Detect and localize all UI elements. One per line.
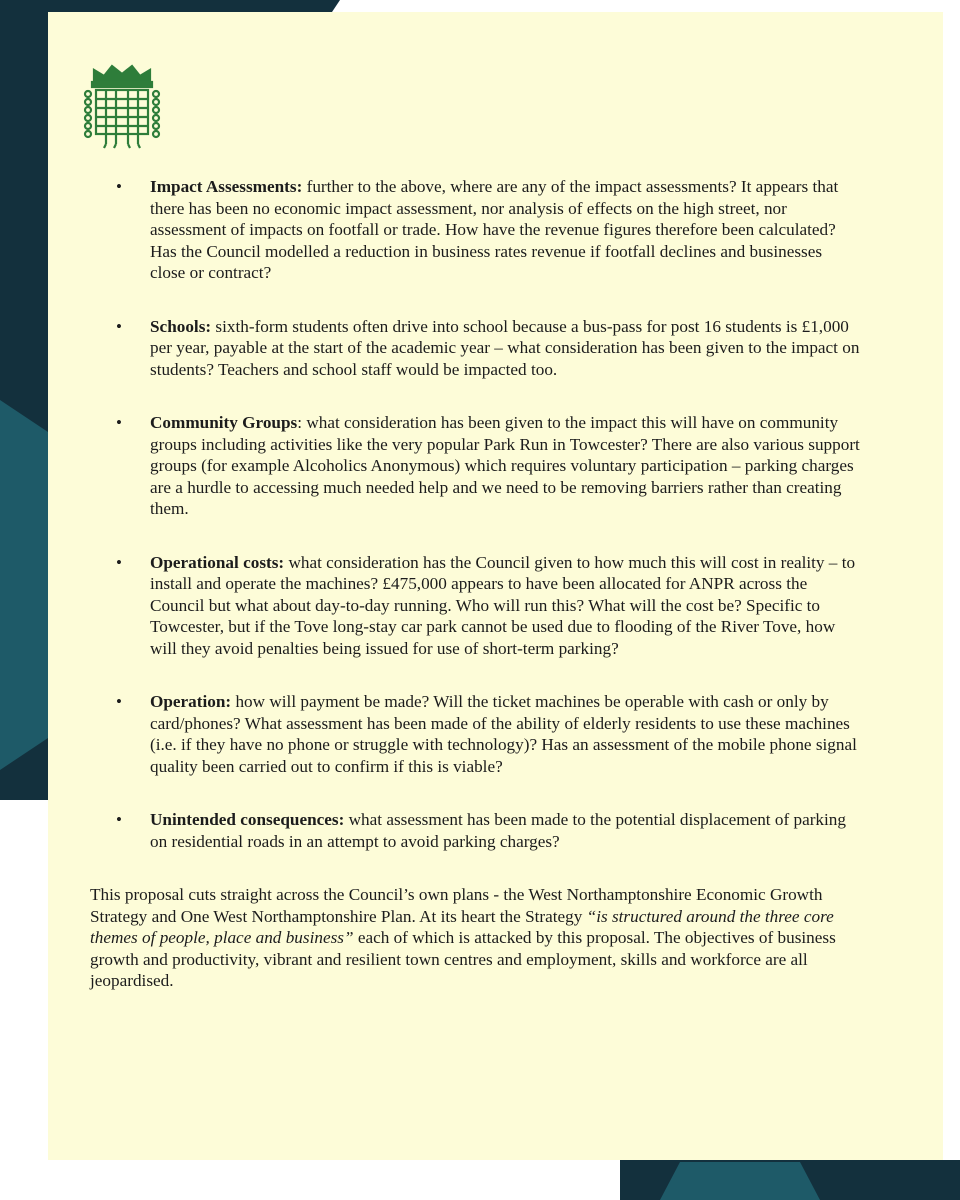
crowned-portcullis-icon [82, 60, 162, 152]
list-item [90, 809, 860, 852]
strategy-quote: “is structured around the three core themes of people, place and business” [90, 906, 834, 947]
bullet-text: : what consideration has been given to the impact this will have on community groups including activities like the very popular Park Run in Towcester? There are also various support groups (for example Alcoholics Anonymous) which requires voluntary participation – parking charges are a hurdle to accessing much needed help and we need to be removing barriers rather than creating them. [150, 413, 860, 518]
bullet-heading: Impact Assessments: [150, 177, 303, 196]
bullet-text: sixth-form students often drive into school because a bus-pass for post 16 students is £1,000 per year, payable at the start of the academic year – what consideration has been given to the impact on students? Teachers and school staff would be impacted too. [150, 316, 860, 379]
list-item [90, 691, 860, 777]
list-item [90, 176, 860, 284]
list-item [90, 316, 860, 381]
closing-paragraph [90, 884, 860, 992]
concerns-list [90, 176, 860, 852]
letter-body [90, 176, 860, 1009]
bullet-icon: • [116, 177, 122, 196]
bullet-heading: Operation: [150, 692, 232, 711]
background-bottom-teal-shape [660, 1162, 820, 1200]
list-item [90, 552, 860, 660]
bullet-text: further to the above, where are any of the impact assessments? It appears that there has been no economic impact assessment, nor analysis of effects on the high street, nor assessment of impacts on footfall or trade. How have the revenue figures therefore been calculated? Has the Council modelled a reduction in business rates revenue if footfall declines and businesses close or contract? [150, 177, 839, 282]
bullet-icon: • [116, 692, 122, 711]
bullet-icon: • [116, 413, 122, 432]
list-item [90, 412, 860, 520]
bullet-icon: • [116, 810, 122, 829]
bullet-heading: Operational costs: [150, 552, 285, 572]
bullet-text: what assessment has been made to the potential displacement of parking on residential roads in an attempt to avoid parking charges? [150, 810, 846, 851]
closing-text-start: This proposal cuts straight across the Council’s own plans - the West Northamptonshire Economic Growth Strategy and One West Northamptonshire Plan. At its heart the Strategy [90, 885, 823, 926]
bullet-icon: • [116, 552, 122, 572]
bullet-heading: Schools: [150, 316, 212, 336]
closing-text-end: each of which is attacked by this proposal. The objectives of business growth and productivity, vibrant and resilient town centres and employment, skills and workforce are all jeopardised. [90, 928, 836, 990]
bullet-heading: Unintended consequences: [150, 810, 345, 829]
bullet-heading: Community Groups [150, 413, 298, 432]
bullet-text: how will payment be made? Will the ticket machines be operable with cash or only by card/phones? What assessment has been made of the ability of elderly residents to use these machines (i.e. if they have no phone or struggle with technology)? Has an assessment of the mobile phone signal quality been carried out to confirm if this is viable? [150, 692, 857, 776]
bullet-icon: • [116, 316, 122, 336]
bullet-text: what consideration has the Council given to how much this will cost in reality – to install and operate the machines? £475,000 appears to have been allocated for ANPR across the Council but what about day-to-day running. Who will run this? What will the cost be? Specific to Towcester, but if the Tove long-stay car park cannot be used due to flooding of the River Tove, how will they avoid penalties being issued for use of short-term parking? [150, 552, 856, 658]
